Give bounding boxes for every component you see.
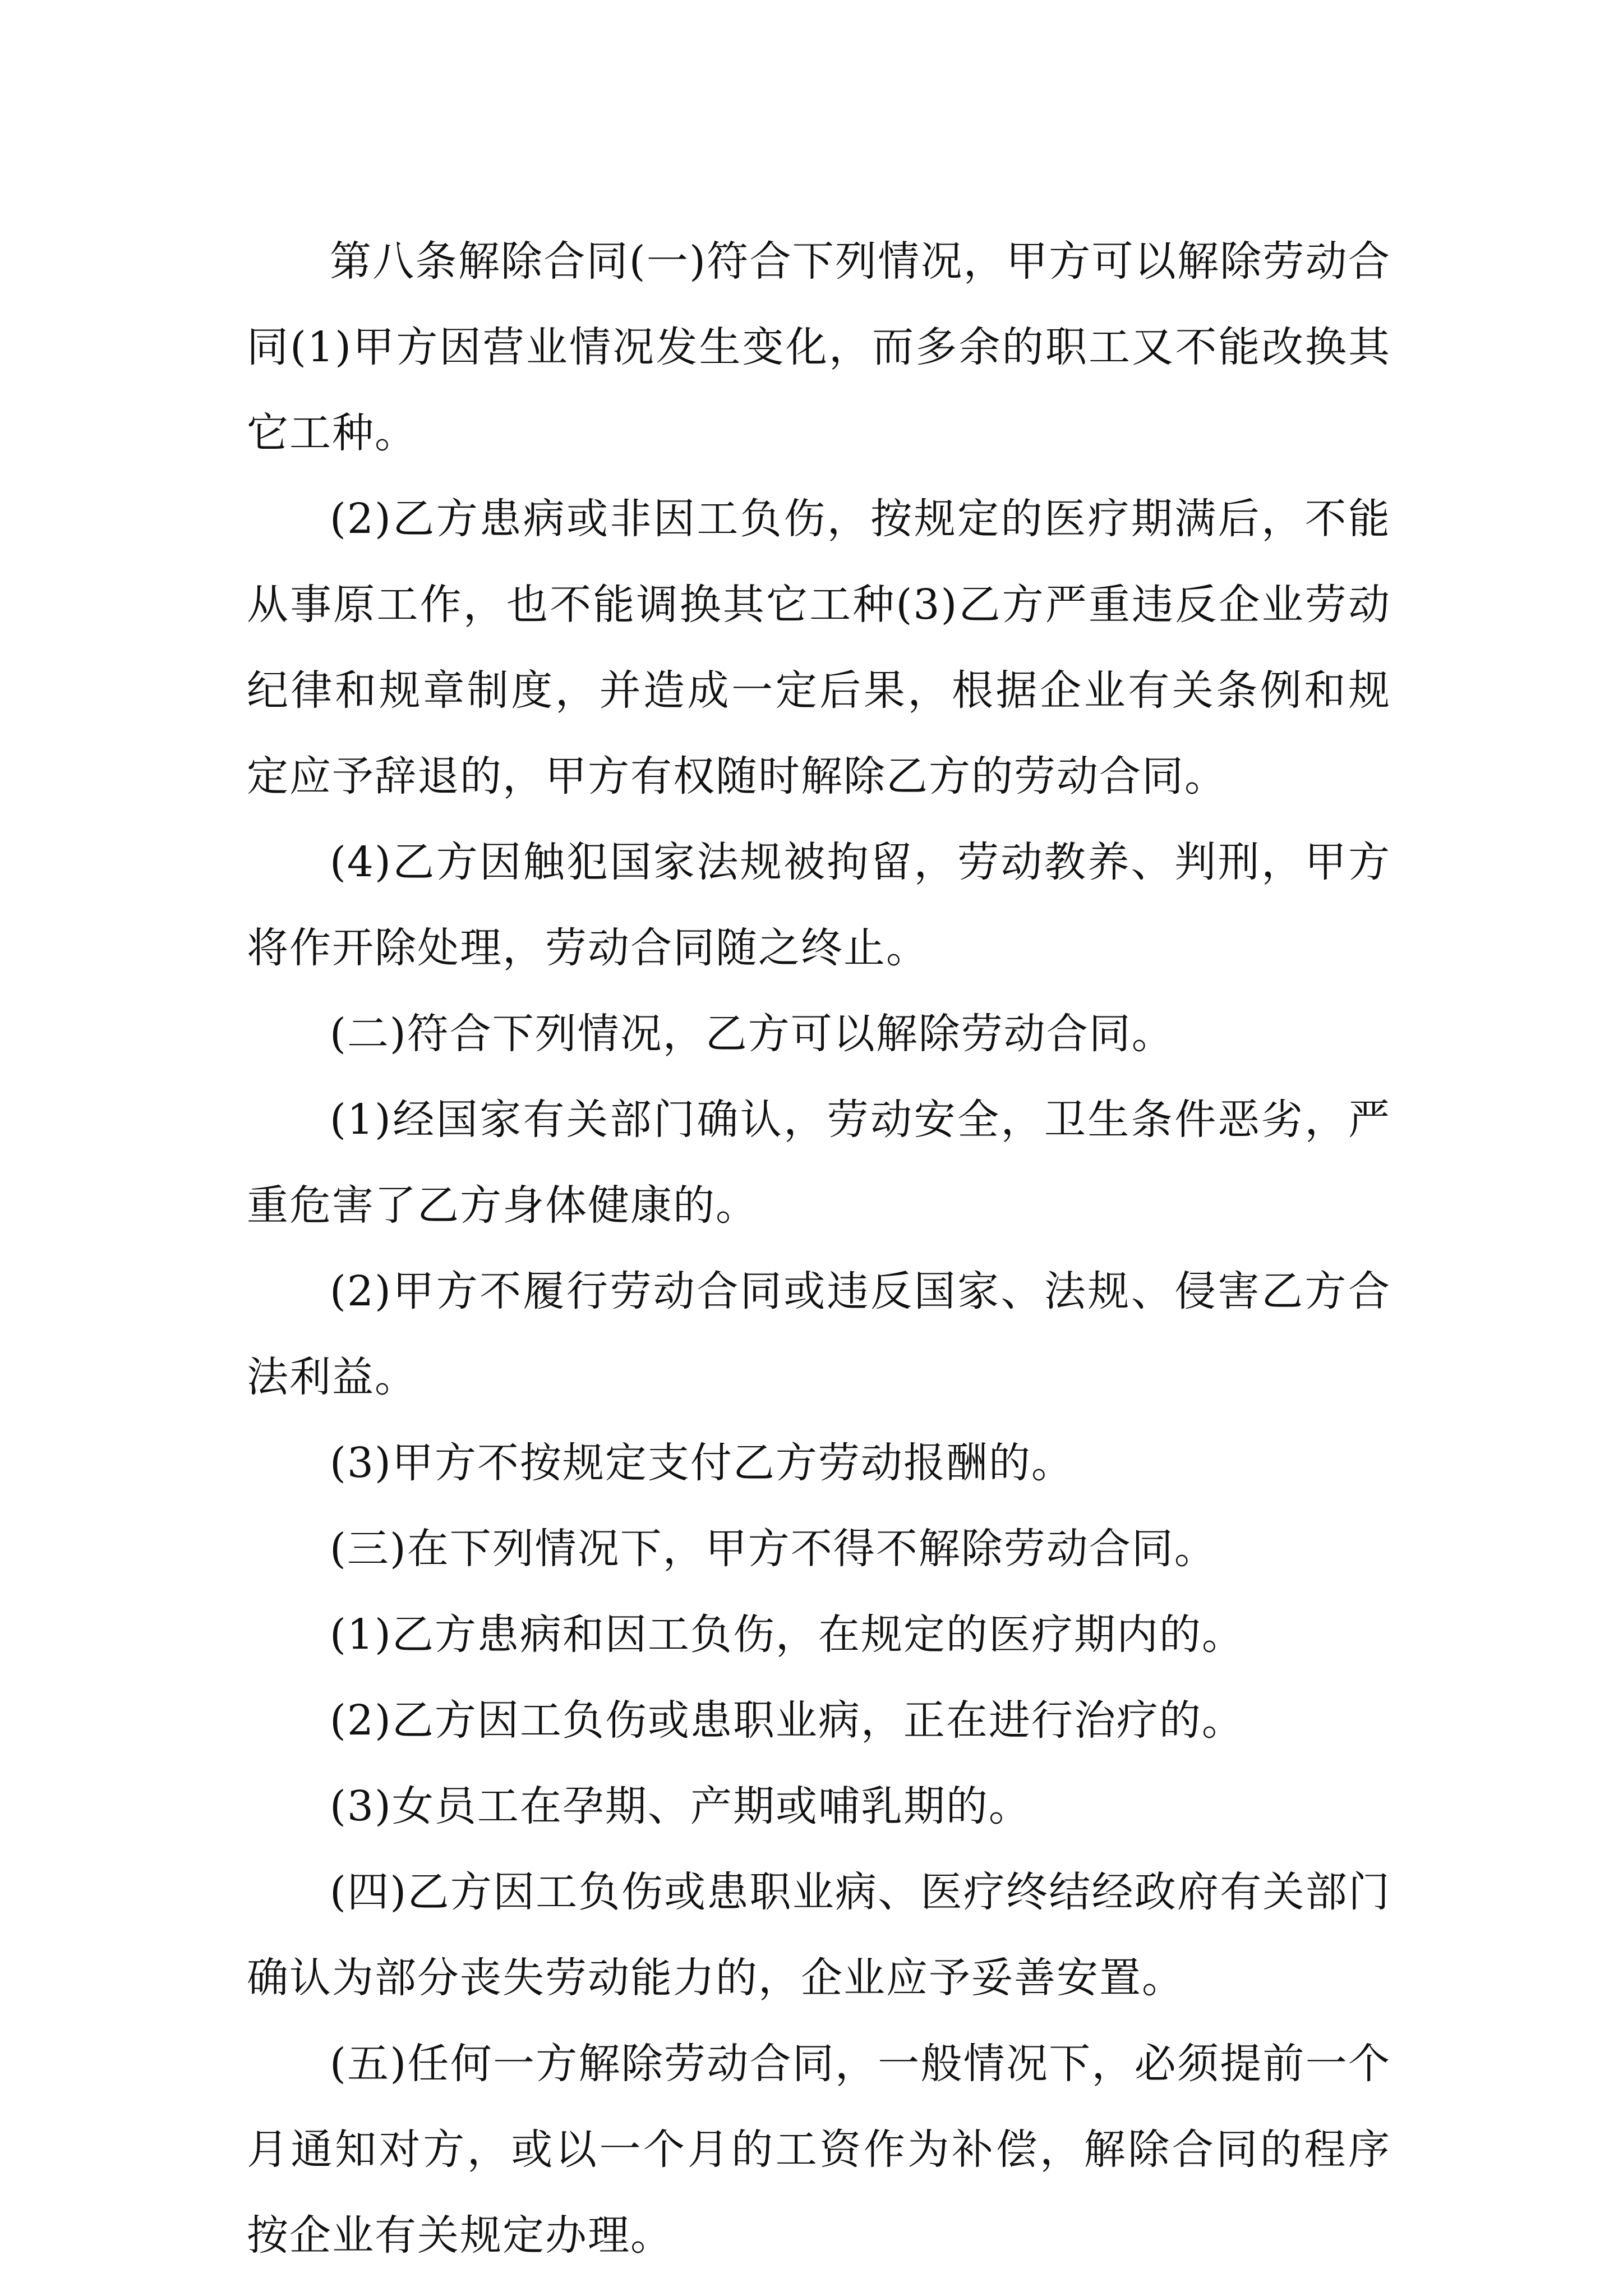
paragraph-pregnancy-protection: (3)女员工在孕期、产期或哺乳期的。 <box>330 1782 1031 1830</box>
paragraph-illness-injury-violation: (2)乙方患病或非因工负伤，按规定的医疗期满后，不能从事原工作，也不能调换其它工种(3)乙方严重违反企业劳动纪律和规章制度，并造成一定后果，根据企业有关条例和规定应予辞退的，甲方有权随时解除乙方的劳动合同。 <box>247 495 1391 800</box>
paragraph-unpaid-wages: (3)甲方不按规定支付乙方劳动报酬的。 <box>330 1439 1074 1487</box>
paragraph-section-2-heading: (二)符合下列情况，乙方可以解除劳动合同。 <box>330 1010 1174 1058</box>
paragraph-section-4-disability: (四)乙方因工负伤或患职业病、医疗终结经政府有关部门确认为部分丧失劳动能力的，企业应予妥善安置。 <box>247 1868 1391 2002</box>
paragraph-medical-period: (1)乙方患病和因工负伤，在规定的医疗期内的。 <box>330 1611 1244 1659</box>
paragraph-contract-breach: (2)甲方不履行劳动合同或违反国家、法规、侵害乙方合法利益。 <box>247 1267 1391 1401</box>
paragraph-section-5-notice: (五)任何一方解除劳动合同，一般情况下，必须提前一个月通知对方，或以一个月的工资作为补偿，解除合同的程序按企业有关规定办理。 <box>247 2040 1391 2260</box>
paragraph-occupational-treatment: (2)乙方因工负伤或患职业病，正在进行治疗的。 <box>330 1696 1244 1745</box>
paragraph-section-3-heading: (三)在下列情况下，甲方不得不解除劳动合同。 <box>330 1525 1217 1573</box>
paragraph-article-8-termination: 第八条解除合同(一)符合下列情况，甲方可以解除劳动合同(1)甲方因营业情况发生变化，而多余的职工又不能改换其它工种。 <box>247 237 1391 457</box>
paragraph-detention-dismissal: (4)乙方因触犯国家法规被拘留，劳动教养、判刑，甲方将作开除处理，劳动合同随之终止。 <box>247 838 1391 972</box>
document-body <box>247 219 1391 2279</box>
paragraph-unsafe-conditions: (1)经国家有关部门确认，劳动安全，卫生条件恶劣，严重危害了乙方身体健康的。 <box>247 1096 1391 1230</box>
